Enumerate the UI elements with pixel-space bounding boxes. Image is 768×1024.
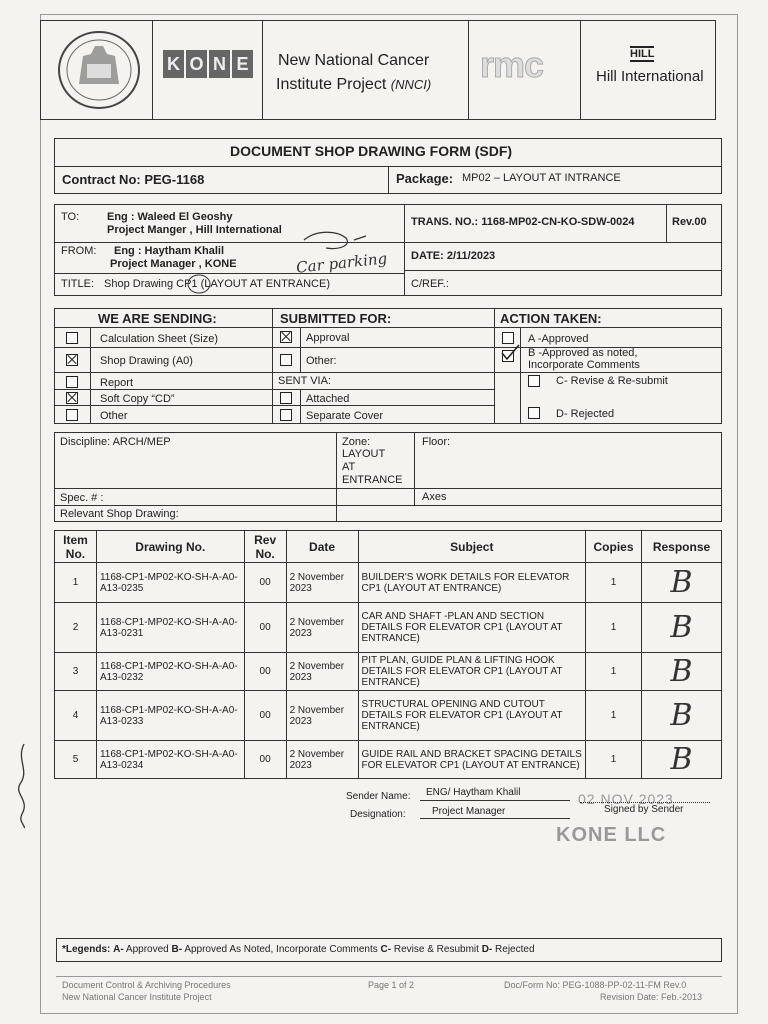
discipline: Discipline: ARCH/MEP	[60, 436, 171, 448]
response-mark: B	[642, 653, 722, 691]
package-value: MP02 – LAYOUT AT INTRANCE	[462, 172, 621, 184]
margin-signature-icon	[10, 740, 38, 830]
handwritten-check-icon	[499, 343, 521, 361]
stamp-date: 02 NOV 2023	[578, 791, 674, 807]
form-title: DOCUMENT SHOP DRAWING FORM (SDF)	[230, 143, 513, 159]
cref-field: C/REF.:	[411, 278, 449, 290]
contract-no: Contract No: PEG-1168	[62, 172, 205, 187]
action-b1: B -Approved as noted,	[528, 347, 638, 359]
zone-l1: LAYOUT	[342, 448, 386, 460]
drawing-table	[54, 530, 722, 779]
package-label: Package:	[396, 171, 454, 186]
table-row: 3 1168-CP1-MP02-KO-SH-A-A0-A13-0232 00 2 November 2023 PIT PLAN, GUIDE PLAN & LIFTING HOOK DETAILS FOR ELEVATOR CP1 (LAYOUT AT ENTRANCE) 1 B	[55, 653, 722, 691]
submitted-other: Other:	[306, 355, 337, 367]
zone-label: Zone:	[342, 436, 371, 448]
to-label: TO:	[61, 211, 80, 223]
sender-name: ENG/ Haytham Khalil	[426, 787, 521, 798]
checkbox-shop-drawing[interactable]	[66, 354, 78, 366]
title-value: Shop Drawing CP1 (LAYOUT AT ENTRANCE)	[104, 278, 330, 290]
trans-rev: Rev.00	[672, 216, 707, 228]
sent-separate: Separate Cover	[306, 410, 384, 422]
kone-logo: K O N E	[163, 50, 253, 78]
zone-l2: AT	[342, 461, 356, 473]
title-label: TITLE:	[61, 278, 95, 290]
col-rev: Rev No.	[244, 531, 286, 563]
checkbox-report[interactable]	[66, 376, 78, 388]
sending-report: Report	[100, 377, 134, 389]
response-mark: B	[642, 691, 722, 741]
table-row: 2 1168-CP1-MP02-KO-SH-A-A0-A13-0231 00 2 November 2023 CAR AND SHAFT -PLAN AND SECTION DETAILS FOR ELEVATOR CP1 (LAYOUT AT ENTRANCE) 1 B	[55, 603, 722, 653]
company-stamp: KONE LLC	[556, 824, 667, 846]
col-response: Response	[642, 531, 722, 563]
footer-left1: Document Control & Archiving Procedures	[62, 980, 231, 990]
col-subject: Subject	[358, 531, 586, 563]
table-row: 4 1168-CP1-MP02-KO-SH-A-A0-A13-0233 00 2 November 2023 STRUCTURAL OPENING AND CUTOUT DETAILS FOR ELEVATOR CP1 (LAYOUT AT ENTRANCE) 1 B	[55, 691, 722, 741]
response-mark: B	[642, 563, 722, 603]
submitted-approval: Approval	[306, 332, 350, 344]
sending-shop: Shop Drawing (A0)	[100, 355, 193, 367]
action-header: ACTION TAKEN:	[500, 311, 602, 326]
checkbox-submitted-other[interactable]	[280, 354, 292, 366]
sending-soft: Soft Copy “CD”	[100, 393, 175, 405]
from-label: FROM:	[61, 245, 97, 257]
legends: *Legends: A- Approved B- Approved As Noted, Incorporate Comments C- Revise & Resubmit D- Rejected	[62, 944, 535, 955]
action-c: C- Revise & Re-submit	[556, 375, 668, 387]
col-date: Date	[286, 531, 358, 563]
footer-right1: Doc/Form No: PEG-1088-PP-02-11-FM Rev.0	[504, 980, 687, 990]
checkbox-approval[interactable]	[280, 331, 292, 343]
checkbox-other[interactable]	[66, 409, 78, 421]
action-a: A -Approved	[528, 333, 589, 345]
from-line1: Eng : Haytham Khalil	[114, 245, 225, 257]
date-field: DATE: 2/11/2023	[411, 250, 496, 262]
sending-calc: Calculation Sheet (Size)	[100, 333, 219, 345]
checkbox-calculation-sheet[interactable]	[66, 332, 78, 344]
table-row: 1 1168-CP1-MP02-KO-SH-A-A0-A13-0235 00 2 November 2023 BUILDER'S WORK DETAILS FOR ELEVATOR CP1 (LAYOUT AT ENTRANCE) 1 B	[55, 563, 722, 603]
col-drawing: Drawing No.	[96, 531, 244, 563]
col-item: Item No.	[55, 531, 97, 563]
action-d: D- Rejected	[556, 408, 615, 420]
handwritten-circle-mark	[186, 222, 396, 296]
sent-attached: Attached	[306, 393, 350, 405]
trans-no: TRANS. NO.: 1168-MP02-CN-KO-SDW-0024	[411, 216, 635, 228]
footer-right2: Revision Date: Feb.-2013	[600, 992, 703, 1002]
checkbox-attached[interactable]	[280, 392, 292, 404]
rmc-logo: rmc	[480, 44, 544, 85]
designation-label: Designation:	[350, 809, 406, 820]
floor-label: Floor:	[422, 436, 451, 448]
nnci-seal-icon	[55, 28, 143, 112]
response-mark: B	[642, 741, 722, 779]
handwritten-car-parking: Car parking	[295, 249, 388, 277]
designation: Project Manager	[432, 806, 506, 817]
footer-left2: New National Cancer Institute Project	[62, 992, 212, 1002]
checkbox-action-c[interactable]	[528, 375, 540, 387]
project-title-2: Institute Project (NNCI)	[276, 76, 432, 93]
from-line2: Project Manager , KONE	[110, 258, 237, 270]
to-line2: Project Manger , Hill International	[107, 224, 282, 236]
footer-page: Page 1 of 2	[368, 980, 415, 990]
signed-by-sender: Signed by Sender	[604, 804, 684, 815]
checkbox-action-d[interactable]	[528, 407, 540, 419]
sender-name-label: Sender Name:	[346, 791, 411, 802]
zone-l3: ENTRANCE	[342, 474, 403, 486]
checkbox-soft-copy[interactable]	[66, 392, 78, 404]
project-title-1: New National Cancer	[278, 52, 430, 69]
checkbox-separate-cover[interactable]	[280, 409, 292, 421]
axes-label: Axes	[422, 491, 447, 503]
submitted-header: SUBMITTED FOR:	[280, 311, 392, 326]
sending-header: WE ARE SENDING:	[98, 311, 217, 326]
action-b2: Incorporate Comments	[528, 359, 640, 371]
col-copies: Copies	[586, 531, 642, 563]
table-row: 5 1168-CP1-MP02-KO-SH-A-A0-A13-0234 00 2 November 2023 GUIDE RAIL AND BRACKET SPACING DETAILS FOR ELEVATOR CP1 (LAYOUT AT ENTRANCE) 1 B	[55, 741, 722, 779]
to-line1: Eng : Waleed El Geoshy	[107, 211, 233, 223]
hill-international-logo: Hill International	[596, 68, 704, 85]
sent-via-label: SENT VIA:	[278, 375, 331, 387]
hill-logo-small: HILL	[630, 48, 655, 60]
response-mark: B	[642, 603, 722, 653]
spec-label: Spec. # :	[60, 492, 104, 504]
sending-other: Other	[100, 410, 128, 422]
relevant-drawing: Relevant Shop Drawing:	[60, 508, 179, 520]
